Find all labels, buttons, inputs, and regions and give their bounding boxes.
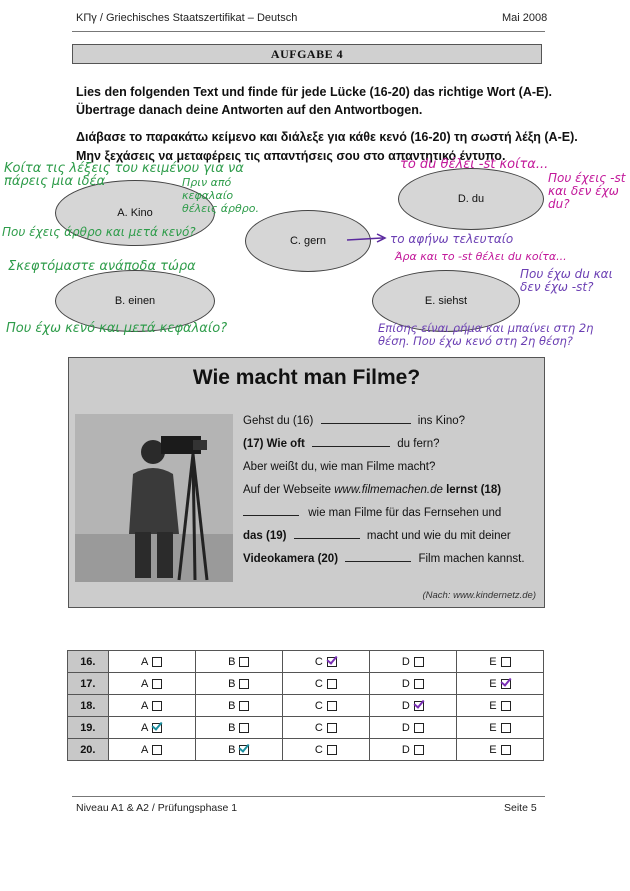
answer-option-label: A: [141, 677, 149, 690]
note-where-st-no-du: Που έχεις -st και δεν έχω du?: [548, 171, 626, 211]
answer-cell: [282, 695, 369, 717]
note-leave-last: το αφήνω τελευταίο: [390, 232, 514, 246]
checkbox[interactable]: [152, 657, 162, 667]
checkbox[interactable]: [501, 745, 511, 755]
option-e: E. siehst: [372, 270, 520, 332]
answer-row: [68, 651, 544, 673]
header-divider: [72, 31, 545, 32]
answer-cell: [456, 739, 543, 761]
answer-cell: [282, 717, 369, 739]
answer-option-label: B: [228, 743, 236, 756]
text-line3: Aber weißt du, wie man Filme macht?: [243, 461, 436, 473]
checkbox-checked[interactable]: [414, 701, 424, 711]
answer-cell: [108, 717, 195, 739]
task-title: AUFGABE 4: [72, 44, 542, 64]
answer-cell: [108, 673, 195, 695]
answer-cell: [456, 695, 543, 717]
checkbox[interactable]: [327, 679, 337, 689]
answer-cell: [195, 739, 282, 761]
checkbox[interactable]: [239, 723, 249, 733]
answer-cell: [282, 673, 369, 695]
header-date: Mai 2008: [502, 12, 548, 24]
answer-option-label: A: [141, 721, 149, 734]
checkbox[interactable]: [501, 723, 511, 733]
instruction-gr-2: Μην ξεχάσεις να μεταφέρεις τις απαντήσεις σου στο απαντητικό έντυπο.: [76, 149, 506, 163]
answer-cell: [195, 695, 282, 717]
answer-option-label: B: [228, 699, 236, 712]
checkbox-checked[interactable]: [239, 745, 249, 755]
checkbox[interactable]: [501, 701, 511, 711]
note-du-needs-st: το du θέλει -st κοίτα...: [400, 157, 549, 172]
answer-row: [68, 673, 544, 695]
footer-divider: [72, 796, 545, 797]
answer-row: [68, 739, 544, 761]
answer-option-label: C: [314, 721, 323, 734]
arrow-icon: [345, 232, 391, 246]
answer-cell: [369, 651, 456, 673]
checkbox[interactable]: [414, 657, 424, 667]
checkbox[interactable]: [414, 723, 424, 733]
note-verb-second-position: Επίσης είναι ρήμα και μπαίνει στη 2η θέση. Που έχω κενό στη 2η θέση?: [378, 321, 594, 348]
gap-19: [294, 538, 360, 539]
checkbox[interactable]: [327, 701, 337, 711]
text-source: (Nach: www.kindernetz.de): [422, 590, 536, 601]
checkbox[interactable]: [152, 701, 162, 711]
gap-17: [312, 446, 390, 447]
text-line1-b: ins Kino?: [417, 415, 466, 427]
answer-option-label: E: [489, 721, 497, 734]
checkbox[interactable]: [239, 679, 249, 689]
checkbox[interactable]: [414, 679, 424, 689]
answer-option-label: D: [401, 699, 410, 712]
gap-18: [243, 515, 299, 516]
answer-sheet: [67, 650, 544, 761]
answer-option-label: C: [314, 655, 323, 668]
footer-page: Seite 5: [504, 802, 537, 814]
answer-option-label: B: [228, 677, 236, 690]
answer-cell: [108, 695, 195, 717]
answer-cell: [195, 651, 282, 673]
answer-option-label: E: [489, 699, 497, 712]
answer-row: [68, 717, 544, 739]
instruction-gr-1: Διάβασε το παρακάτω κείμενο και διάλεξε για κάθε κενό (16-20) τη σωστή λέξη (A-E).: [76, 130, 578, 144]
gap-20: [345, 561, 411, 562]
text-line1-a: Gehst du (16): [243, 415, 314, 427]
option-c: C. gern: [245, 210, 371, 272]
answer-option-label: C: [314, 699, 323, 712]
checkbox[interactable]: [239, 657, 249, 667]
instruction-de-1: Lies den folgenden Text und finde für jede Lücke (16-20) das richtige Wort (A-E).: [76, 85, 552, 99]
footer-level: Niveau A1 & A2 / Prüfungsphase 1: [76, 802, 238, 814]
answer-option-label: A: [141, 699, 149, 712]
answer-cell: [195, 673, 282, 695]
answer-row-number: 19.: [68, 717, 109, 739]
answer-row-number: 18.: [68, 695, 109, 717]
checkbox[interactable]: [239, 701, 249, 711]
answer-option-label: D: [401, 721, 410, 734]
checkbox[interactable]: [327, 745, 337, 755]
option-b: B. einen: [55, 270, 215, 332]
checkbox[interactable]: [152, 679, 162, 689]
note-gap-then-capital: Που έχω κενό και μετά κεφαλαίο?: [6, 321, 228, 336]
option-d: D. du: [398, 168, 544, 230]
note-article-before-capital: Πριν από κεφαλαίο θέλεις άρθρο.: [182, 176, 259, 215]
answer-option-label: A: [141, 655, 149, 668]
checkbox-checked[interactable]: [152, 723, 162, 733]
checkbox[interactable]: [327, 723, 337, 733]
answer-row-number: 17.: [68, 673, 109, 695]
answer-option-label: B: [228, 655, 236, 668]
option-a: A. Kino: [55, 180, 215, 246]
answer-cell: [456, 717, 543, 739]
cameraman-photo: [75, 414, 233, 582]
answer-cell: [369, 739, 456, 761]
answer-cell: [456, 651, 543, 673]
answer-cell: [195, 717, 282, 739]
note-think-backwards: Σκεφτόμαστε ανάποδα τώρα: [8, 259, 196, 274]
instruction-de-2: Übertrage danach deine Antworten auf den Antwortbogen.: [76, 103, 423, 117]
gap-16: [321, 423, 411, 424]
answer-row-number: 16.: [68, 651, 109, 673]
answer-option-label: A: [141, 743, 149, 756]
answer-cell: [369, 673, 456, 695]
answer-cell: [282, 651, 369, 673]
checkbox-checked[interactable]: [327, 657, 337, 667]
answer-option-label: E: [489, 677, 497, 690]
checkbox[interactable]: [152, 745, 162, 755]
note-where-article-then-gap: Που έχεις άρθρο και μετά κενό?: [2, 225, 196, 239]
text-title: Wie macht man Filme?: [192, 366, 421, 389]
reading-text-box: [68, 357, 545, 608]
answer-row-number: 20.: [68, 739, 109, 761]
answer-option-label: D: [401, 677, 410, 690]
answer-cell: [369, 717, 456, 739]
answer-cell: [456, 673, 543, 695]
text-line2-a: (17) Wie oft: [243, 438, 305, 450]
text-line6-a: das (19): [243, 530, 287, 542]
answer-cell: [369, 695, 456, 717]
note-st-needs-du: Άρα και το -st θέλει du κοίτα...: [395, 250, 567, 263]
text-line4-url: www.filmemachen.de: [334, 484, 443, 496]
answer-cell: [108, 651, 195, 673]
answer-row: [68, 695, 544, 717]
text-line7-a: Videokamera (20): [243, 553, 339, 565]
answer-option-label: C: [314, 743, 323, 756]
text-line6-b: macht und wie du mit deiner: [366, 530, 511, 542]
answer-cell: [282, 739, 369, 761]
answer-option-label: E: [489, 743, 497, 756]
answer-option-label: E: [489, 655, 497, 668]
answer-option-label: D: [401, 743, 410, 756]
checkbox[interactable]: [414, 745, 424, 755]
answer-cell: [108, 739, 195, 761]
answer-option-label: C: [314, 677, 323, 690]
note-look-at-words: Κοίτα τις λέξεις του κειμένου για να πάρεις μια ιδέα: [4, 161, 244, 189]
text-line5: wie man Filme für das Fernsehen und: [308, 507, 502, 519]
text-line4-a: Auf der Webseite: [243, 484, 332, 496]
checkbox-checked[interactable]: [501, 679, 511, 689]
header-title: ΚΠγ / Griechisches Staatszertifikat – Deutsch: [76, 12, 298, 24]
text-line7-b: Film machen kannst.: [418, 553, 525, 565]
answer-option-label: B: [228, 721, 236, 734]
text-line2-b: du fern?: [397, 438, 440, 450]
text-line4-c: lernst (18): [446, 484, 502, 496]
answer-option-label: D: [401, 655, 410, 668]
checkbox[interactable]: [501, 657, 511, 667]
note-where-du-no-st: Που έχω du και δεν έχω -st?: [520, 267, 613, 294]
